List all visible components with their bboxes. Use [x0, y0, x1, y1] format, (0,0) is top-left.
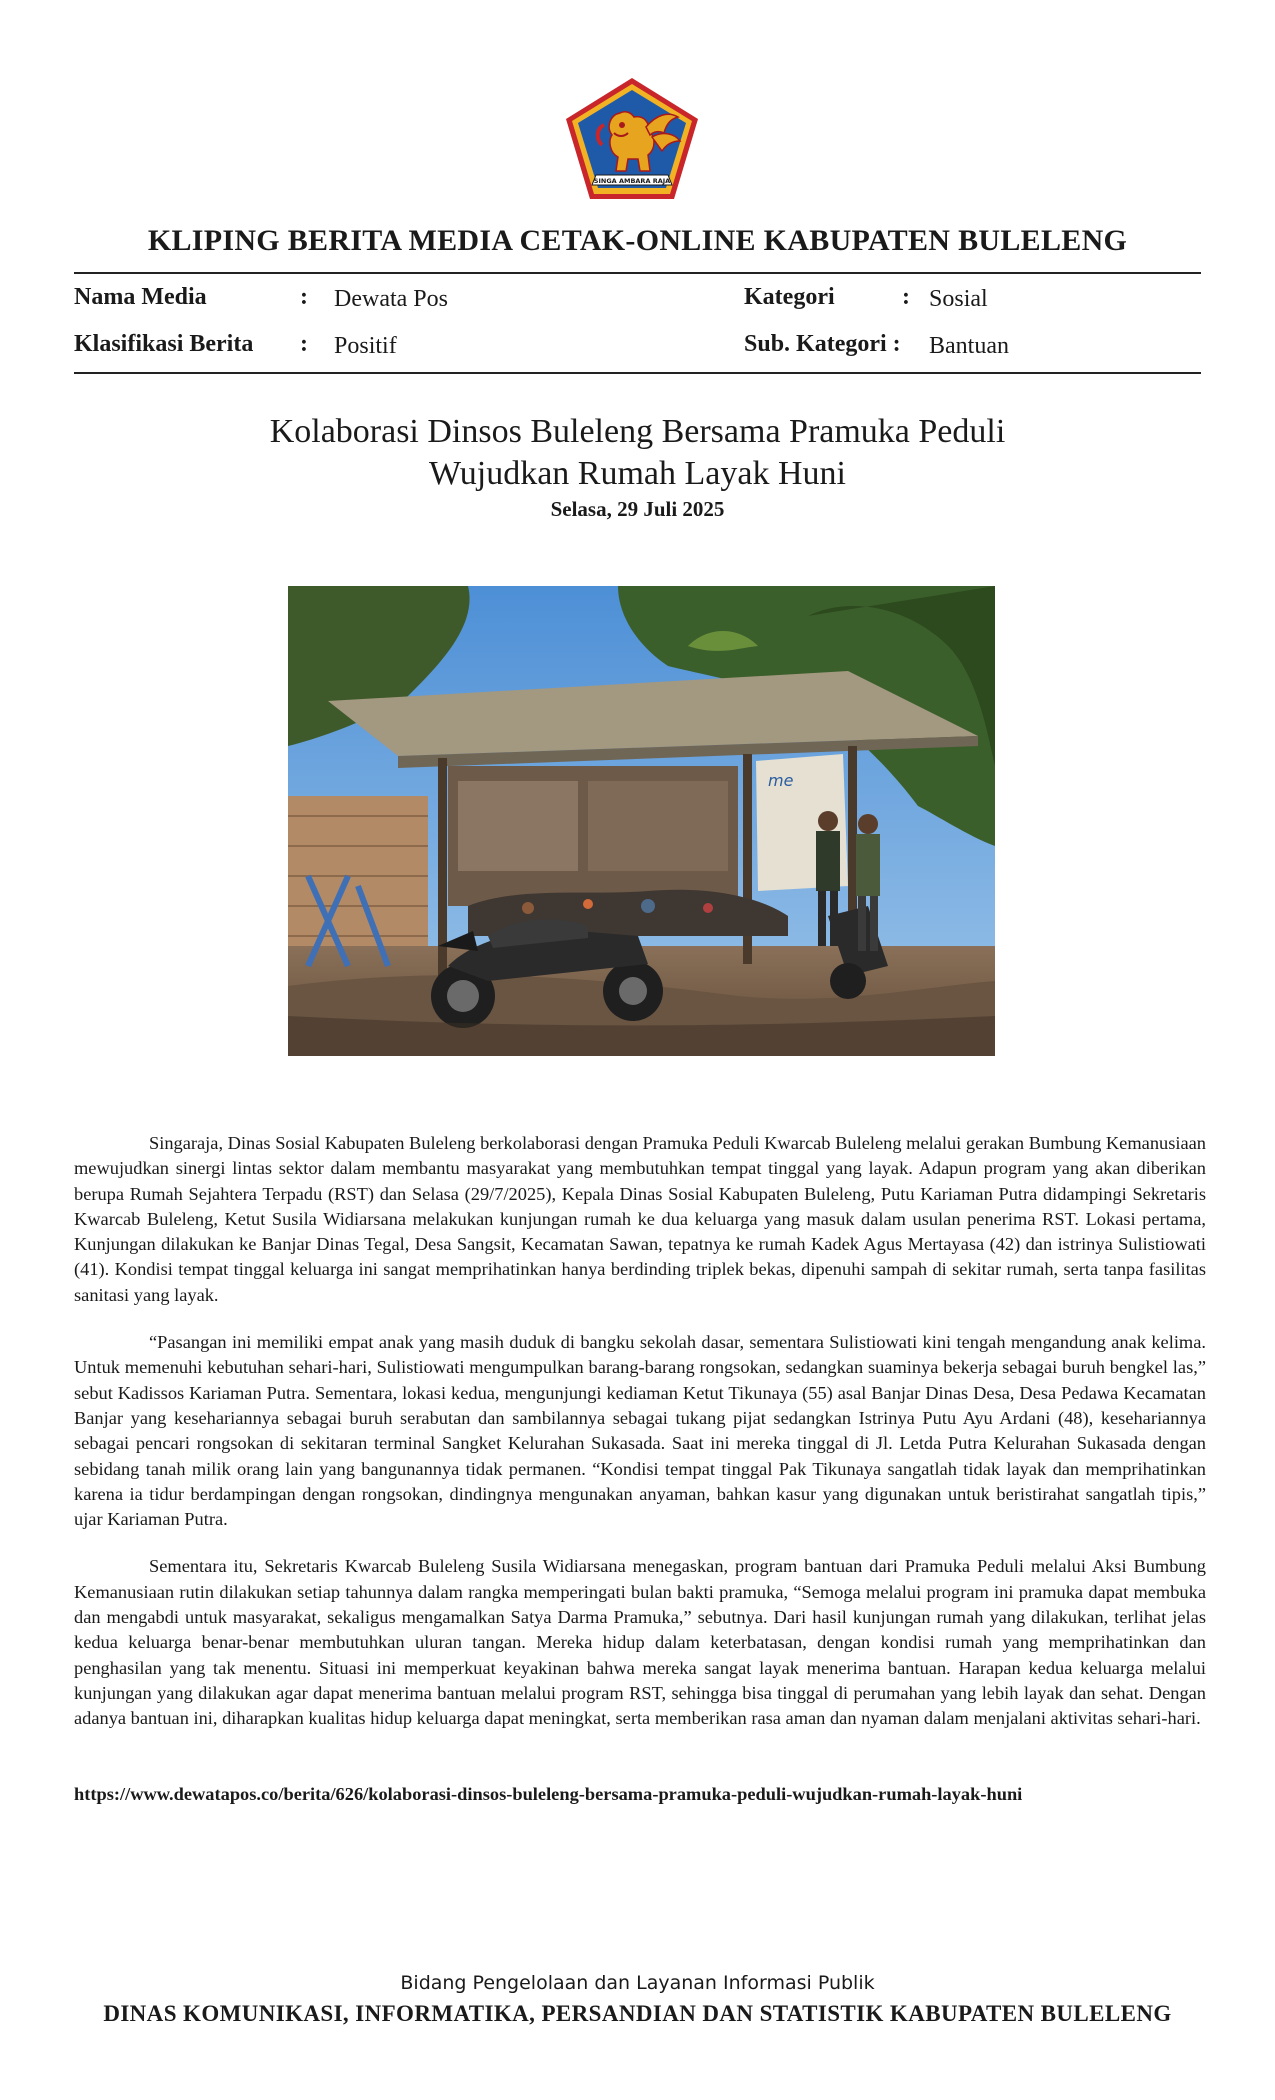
kategori-value: Sosial	[929, 286, 988, 312]
article-paragraph-1: Singaraja, Dinas Sosial Kabupaten Buleleng berkolaborasi dengan Pramuka Peduli Kwarcab Buleleng melalui gerakan Bumbung Kemanusiaan mewujudkan sinergi lintas sektor dalam membantu masyarakat yang membutuhkan tempat tinggal yang layak. Adapun program yang akan diberikan berupa Rumah Sejahtera Terpadu (RST) dan Selasa (29/7/2025), Kepala Dinas Sosial Kabupaten Buleleng, Putu Kariaman Putra didampingi Sekretaris Kwarcab Buleleng, Ketut Susila Widiarsana melakukan kunjungan rumah ke dua keluarga yang masuk dalam usulan penerima RST. Lokasi pertama, Kunjungan dilakukan ke Banjar Dinas Tegal, Desa Sangsit, Kecamatan Sawan, tepatnya ke rumah Kadek Agus Mertayasa (42) dan istrinya Sulistiowati (41). Kondisi tempat tinggal keluarga ini sangat memprihatinkan hanya berdinding triplek bekas, dipenuhi sampah di sekitar rumah, serta tanpa fasilitas sanitasi yang layak.	[74, 1133, 1206, 1305]
media-colon: :	[300, 284, 308, 310]
document-title: KLIPING BERITA MEDIA CETAK-ONLINE KABUPATEN BULELENG	[147, 224, 1128, 257]
subkategori-label: Sub. Kategori :	[744, 331, 901, 357]
kategori-colon: :	[902, 284, 910, 310]
source-url-link[interactable]: https://www.dewatapos.co/berita/626/kolaborasi-dinsos-buleleng-bersama-pramuka-peduli-wujudkan-rumah-layak-huni	[74, 1784, 1023, 1804]
klasifikasi-label: Klasifikasi Berita	[74, 331, 254, 357]
media-label: Nama Media	[74, 284, 207, 310]
buleleng-regency-emblem	[562, 75, 702, 203]
article-photo	[288, 586, 995, 1056]
article-date: Selasa, 29 Juli 2025	[550, 497, 725, 521]
footer-agency: DINAS KOMUNIKASI, INFORMATIKA, PERSANDIAN DAN STATISTIK KABUPATEN BULELENG	[103, 2001, 1172, 2026]
top-divider	[74, 272, 1201, 274]
klasifikasi-colon: :	[300, 331, 308, 357]
article-paragraph-2: “Pasangan ini memiliki empat anak yang masih duduk di bangku sekolah dasar, sementara Sulistiowati kini tengah mengandung anak kelima. Untuk memenuhi kebutuhan sehari-hari, Sulistiowati mengumpulkan barang-barang rongsokan, sedangkan suaminya bekerja sebagai buruh bengkel las,” sebut Kadissos Kariaman Putra. Sementara, lokasi kedua, mengunjungi kediaman Ketut Tikunaya (55) asal Banjar Dinas Desa, Desa Pedawa Kecamatan Banjar yang kesehariannya sebagai buruh serabutan dan sambilannya sebagai tukang pijat sedangkan Istrinya Putu Ayu Ardani (48), kesehariannya sebagai pencari rongsokan di sekitaran terminal Sangket Kelurahan Sukasada. Saat ini mereka tinggal di Jl. Letda Putra Kelurahan Sukasada dengan sebidang tanah milik orang lain yang bangunannya tidak permanen. “Kondisi tempat tinggal Pak Tikunaya sangatlah tidak layak dan memprihatinkan karena ia tidur berdampingan dengan rongsokan, dindingnya mengunakan anyaman, bahkan kasur yang digunakan untuk beristirahat sangatlah tipis,” ujar Kariaman Putra.	[74, 1332, 1206, 1530]
article-body	[74, 1131, 1206, 1754]
article-headline	[0, 411, 1275, 495]
kategori-label: Kategori	[744, 284, 835, 310]
klasifikasi-value: Positif	[334, 333, 397, 359]
media-value: Dewata Pos	[334, 286, 448, 312]
article-paragraph-3: Sementara itu, Sekretaris Kwarcab Buleleng Susila Widiarsana menegaskan, program bantuan dari Pramuka Peduli melalui Aksi Bumbung Kemanusiaan rutin dilakukan setiap tahunnya dalam rangka memperingati bulan bakti pramuka, “Semoga melalui program ini pramuka dapat membuka dan mengabdi untuk masyarakat, sekaligus mengamalkan Satya Darma Pramuka,” sebutnya. Dari hasil kunjungan rumah yang dilakukan, terlihat jelas kedua keluarga benar-benar membutuhkan uluran tangan. Mereka hidup dalam keterbatasan, dengan kondisi rumah yang memprihatinkan dan penghasilan yang tak menentu. Situasi ini memperkuat keyakinan bahwa mereka sangat layak menerima bantuan. Harapan kedua keluarga melalui kunjungan yang dilakukan agar dapat menerima bantuan melalui program RST, sehingga bisa tinggal di perumahan yang lebih layak dan sehat. Dengan adanya bantuan ini, diharapkan kualitas hidup keluarga dapat meningkat, serta memberikan rasa aman dan nyaman dalam menjalani aktivitas sehari-hari.	[74, 1556, 1206, 1729]
headline-line-2: Wujudkan Rumah Layak Huni	[429, 455, 846, 492]
photo-banner-text: me	[768, 771, 794, 790]
meta-divider	[74, 372, 1201, 374]
footer-department: Bidang Pengelolaan dan Layanan Informasi Publik	[400, 1972, 875, 1994]
headline-line-1: Kolaborasi Dinsos Buleleng Bersama Pramuka Peduli	[269, 413, 1006, 450]
subkategori-value: Bantuan	[929, 333, 1009, 359]
logo-ribbon-text: SINGA AMBARA RAJA	[593, 177, 671, 185]
